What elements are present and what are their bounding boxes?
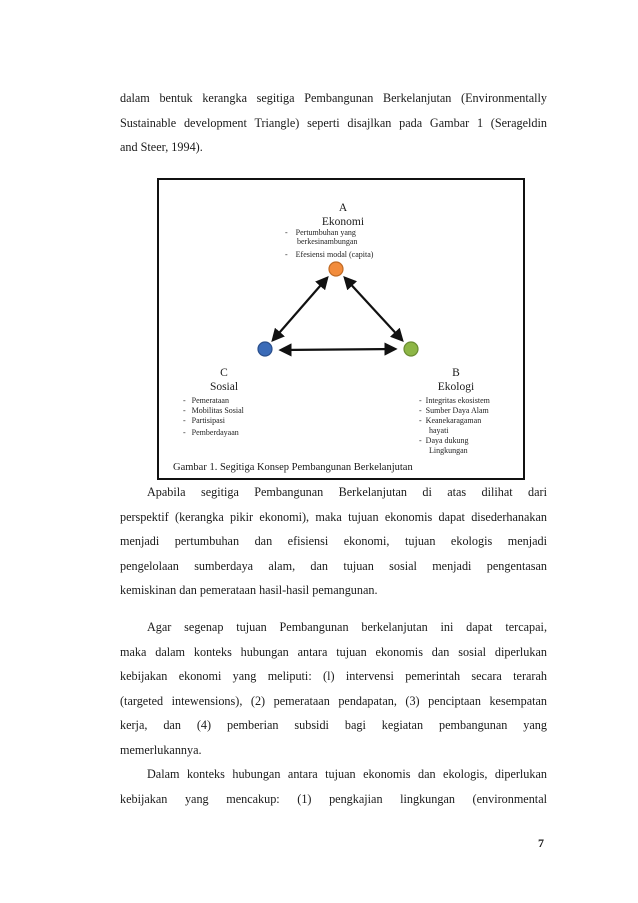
node-c-item: - Pemerataan — [183, 396, 229, 405]
node-b-item: Lingkungan — [429, 446, 468, 455]
text-line: kerja, dan (4) pemberian subsidi bagi kegiatan pembangunan yang — [120, 718, 547, 732]
figure-frame — [157, 178, 525, 480]
paragraph — [120, 762, 547, 811]
text-line: (targeted intewensions), (2) pemerataan pendapatan, (3) penciptaan kesempatan — [120, 693, 547, 708]
arrow-a-c — [273, 278, 327, 340]
node-a-item: - Efesiensi modal (capita) — [285, 250, 374, 259]
text-line: kebijakan yang mencakup: (1) pengkajian lingkungan (environmental — [120, 791, 547, 806]
text-line: memerlukannya. — [120, 742, 202, 757]
text-line: dalam bentuk kerangka segitiga Pembangunan Berkelanjutan (Environmentally — [120, 91, 547, 105]
node-c-circle — [258, 342, 272, 356]
node-c-item: - Mobilitas Sosial — [183, 406, 244, 415]
node-a-item: berkesinambungan — [297, 237, 358, 246]
intro-paragraph — [120, 86, 547, 160]
text-line: Sustainable development Triangle) seperti disajlkan pada Gambar 1 (Serageldin — [120, 115, 547, 130]
page-number: 7 — [538, 836, 544, 850]
node-b-item: - Integritas ekosistem — [419, 396, 490, 405]
text-line: perspektif (kerangka pikir ekonomi), maka tujuan ekonomis dapat disederhanakan — [120, 509, 547, 524]
node-b-item: hayati — [429, 426, 449, 435]
node-b-title: B Ekologi — [437, 367, 475, 393]
text-line: Dalam konteks hubungan antara tujuan ekonomis dan ekologis, diperlukan — [147, 767, 547, 781]
node-c-title: C Sosial — [209, 367, 239, 393]
arrow-c-b — [281, 349, 395, 350]
node-b-item: - Daya dukung — [419, 436, 469, 445]
node-a-circle — [329, 262, 343, 276]
node-a-title: A Ekonomi — [321, 202, 365, 228]
text-line: and Steer, 1994). — [120, 140, 203, 154]
arrow-a-b — [345, 278, 402, 340]
text-line: maka dalam konteks hubungan antara tujuan ekonomis dan sosial diperlukan — [120, 644, 547, 659]
text-line: kemiskinan dan pemerataan hasil-hasil pemangunan. — [120, 583, 378, 597]
node-c-item: - Pemberdayaan — [183, 428, 239, 437]
text-line: Agar segenap tujuan Pembangunan berkelanjutan ini dapat tercapai, — [147, 620, 547, 634]
text-line: menjadi pertumbuhan dan efisiensi ekonomi, tujuan ekologis menjadi — [120, 534, 547, 548]
figure-caption: Gambar 1. Segitiga Konsep Pembangunan Berkelanjutan — [173, 462, 413, 473]
node-a-item: - Pertumbuhan yang — [285, 228, 356, 237]
node-b-item: - Sumber Daya Alam — [419, 406, 489, 415]
text-line: kebijakan ekonomi yang meliputi: (l) intervensi pemerintah secara terarah — [120, 669, 547, 683]
paragraph — [120, 480, 547, 603]
node-c-item: - Partisipasi — [183, 416, 226, 425]
node-b-circle — [404, 342, 418, 356]
paragraph — [120, 615, 547, 762]
text-line: Apabila segitiga Pembangunan Berkelanjutan di atas dilihat dari — [147, 485, 547, 499]
node-b-item: - Keanekaragaman — [419, 416, 482, 425]
text-line: pengelolaan sumberdaya alam, dan tujuan sosial menjadi pengentasan — [120, 558, 547, 573]
